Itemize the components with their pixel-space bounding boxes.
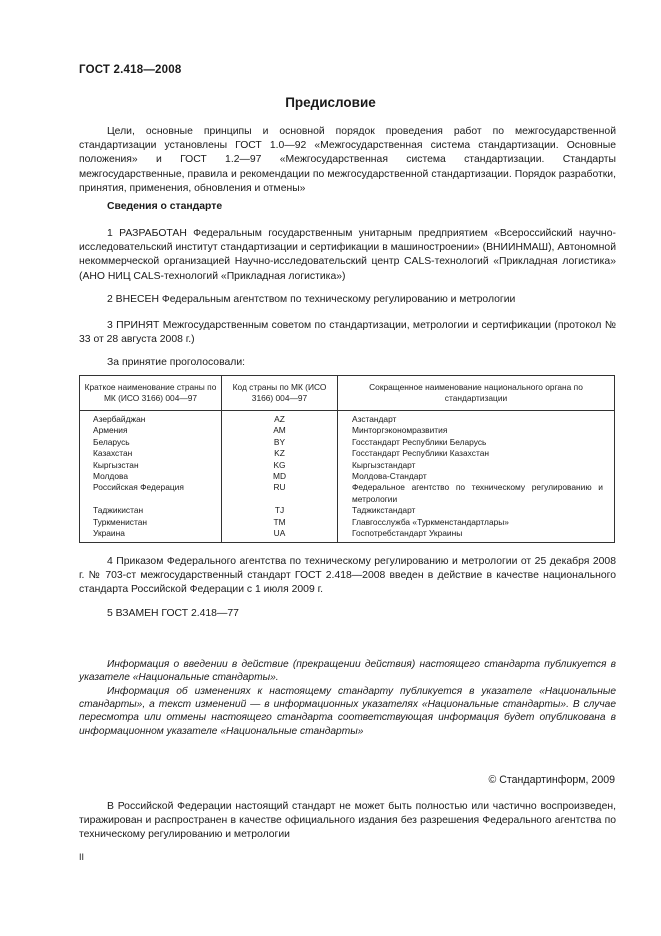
table-row: [80, 471, 615, 482]
country-code: TJ: [222, 505, 338, 516]
table-row: [80, 411, 615, 426]
standards-body: Молдова-Стандарт: [352, 471, 427, 482]
info-heading: Сведения о стандарте: [107, 201, 223, 212]
country-name: Таджикистан: [80, 505, 222, 516]
table-header-row: [80, 376, 615, 411]
country-name: Беларусь: [80, 437, 222, 448]
table-row: [80, 448, 615, 459]
country-name: Кыргызстан: [80, 460, 222, 471]
standards-body: Минторгэкономразвития: [352, 425, 448, 436]
intro-paragraph: Цели, основные принципы и основной порядок проведения работ по межгосударственной стандартизации установлены ГОСТ 1.0—92 «Межгосударственная система стандартизации. Основные положения» и ГОСТ 1.2—97 «Межгосударственная система стандартизации. Стандарты межгосударственные, правила и рекомендации по межгосударственной стандартизации. Порядок разработки, принятия, применения, обновления и отмены»: [79, 126, 616, 194]
item-enacted: 4 Приказом Федерального агентства по техническому регулированию и метрологии от 25 декабря 2008 г. № 703-ст межгосударственный стандарт ГОСТ 2.418—2008 введен в действие в качестве национального стандарта Российской Федерации с 1 июля 2009 г.: [79, 556, 616, 596]
country-name: Азербайджан: [80, 411, 222, 426]
item-introduced: 2 ВНЕСЕН Федеральным агентством по техническому регулированию и метрологии: [107, 294, 516, 305]
page-number: II: [79, 852, 85, 862]
table-header-country: Краткое наименование страны по МК (ИСО 3166) 004—97: [80, 376, 222, 411]
table-row: [80, 425, 615, 436]
standard-code-header: ГОСТ 2.418—2008: [79, 64, 182, 76]
country-code: MD: [222, 471, 338, 482]
country-name: Молдова: [80, 471, 222, 482]
country-code: KZ: [222, 448, 338, 459]
table-row: [80, 517, 615, 528]
standards-body: Таджикстандарт: [352, 505, 416, 516]
country-code: UA: [222, 528, 338, 543]
country-code: KG: [222, 460, 338, 471]
country-name: Украина: [80, 528, 222, 543]
country-code: AZ: [222, 411, 338, 426]
copyright-line: © Стандартинформ, 2009: [488, 774, 615, 786]
voted-label: За принятие проголосовали:: [107, 357, 246, 368]
page-title: Предисловие: [285, 95, 376, 110]
standards-body: Госстандарт Республики Беларусь: [352, 436, 487, 447]
country-code: RU: [222, 482, 338, 505]
standards-body: Госстандарт Республики Казахстан: [352, 448, 489, 459]
country-name: Казахстан: [80, 448, 222, 459]
table-row: [80, 528, 615, 543]
country-code: TM: [222, 517, 338, 528]
standards-body: Азстандарт: [352, 414, 397, 424]
note-amendment-info: Информация об изменениях к настоящему стандарту публикуется в указателе «Национальные стандарты», а текст изменений — в информационных указателях «Национальные стандарты». В случае пересмотра или отмены настоящего стандарта соответствующая информация будет опубликована в информационном указателе «Национальные стандарты»: [79, 686, 616, 737]
item-developed: 1 РАЗРАБОТАН Федеральным государственным унитарным предприятием «Всероссийский научно-исследовательский институт стандартизации и сертификации в машиностроении» (ВНИИНМАШ), Автономной некоммерческой организацией Научно-исследовательский центр CALS-технологий «Прикладная логистика» (АНО НИЦ CALS-технологий «Прикладная логистика»): [79, 228, 616, 282]
table-row: [80, 460, 615, 471]
table-row: [80, 505, 615, 516]
country-code: BY: [222, 437, 338, 448]
table-row: [80, 482, 615, 505]
standards-body: Федеральное агентство по техническому регулированию и метрологии: [352, 482, 603, 504]
country-name: Армения: [80, 425, 222, 436]
standards-body: Госпотребстандарт Украины: [352, 528, 463, 539]
table-header-body: Сокращенное наименование национального органа по стандартизации: [338, 376, 615, 411]
reproduction-notice: В Российской Федерации настоящий стандарт не может быть полностью или частично воспроизведен, тиражирован и распространен в качестве официального издания без разрешения Федерального агентства по техническому регулированию и метрологии: [79, 801, 616, 841]
country-code: AM: [222, 425, 338, 436]
item-replaces: 5 ВЗАМЕН ГОСТ 2.418—77: [107, 608, 239, 619]
standards-body: Кыргызстандарт: [352, 459, 416, 470]
table-header-code: Код страны по МК (ИСО 3166) 004—97: [222, 376, 338, 411]
country-name: Туркменистан: [80, 517, 222, 528]
table-row: [80, 437, 615, 448]
note-enactment-info: Информация о введении в действие (прекращении действия) настоящего стандарта публикуется в указателе «Национальные стандарты».: [79, 659, 616, 684]
item-adopted: 3 ПРИНЯТ Межгосударственным советом по стандартизации, метрологии и сертификации (протокол № 33 от 28 августа 2008 г.): [79, 320, 616, 346]
standards-body: Главгосслужба «Туркменстандартлары»: [352, 516, 509, 527]
country-name: Российская Федерация: [80, 482, 222, 505]
member-states-table: [79, 375, 615, 543]
